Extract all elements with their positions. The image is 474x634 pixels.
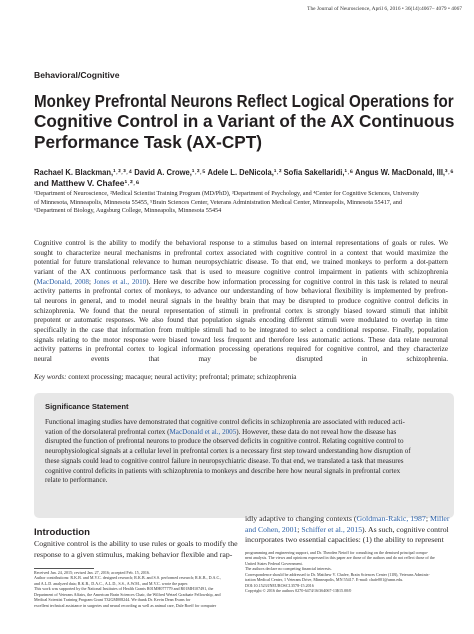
abstract-line: Cognitive control is the ability to modify the behavioral response to a stimulus based on internal representations of goals or rules. We — [34, 239, 448, 247]
authors-line: Rachael K. Blackman,¹˒²˒³˒⁴ David A. Crowe,¹˒²˒⁵ Adele L. DeNicola,¹˒² Sofia Sakellaridi,¹˒⁶ Angus W. MacDonald, III,³˒⁶ — [34, 167, 454, 177]
significance-text: ). However, these data do not reveal how the disease has — [236, 427, 397, 436]
footnote-divider — [34, 568, 94, 569]
title-line: Monkey Prefrontal Neurons Reflect Logical Operations for — [34, 91, 454, 111]
citation-link[interactable]: Miller — [429, 514, 450, 523]
abstract-line: specifically in the case that information from multiple stimuli had to be integrated to select a conditional response. Finally, population — [34, 325, 448, 334]
running-header: The Journal of Neuroscience, April 6, 2016 • 36(14):4067– 4079 • 4067 — [307, 6, 462, 12]
keywords-label: Key words: — [34, 373, 67, 381]
intro-line-with-citations — [245, 524, 449, 536]
footnote-line: nent analysis. The views and opinions expressed in this paper are those of the authors and do not reflect those of the — [245, 555, 435, 561]
introduction-right-column — [245, 514, 449, 546]
citation-link[interactable]: Jones et al., 2010 — [93, 277, 147, 286]
paper-title — [34, 91, 454, 152]
abstract-line: schizophrenia. We found that the neural representation of stimuli in prefrontal cortex is strongly biased toward stimuli that inhibit — [34, 306, 448, 315]
significance-line: disrupted the function of prefrontal neurons to produce the observed deficits in cognitive control. Relating cognitive control to — [45, 437, 404, 446]
author-list — [34, 167, 454, 189]
affiliation-line: of Minnesota, Minneapolis, Minnesota 55455, ⁵Brain Sciences Center, Veterans Administration Medical Center, Minneapolis, Minnesota 55417, and — [34, 198, 402, 206]
title-line: Performance Task (AX-CPT) — [34, 131, 262, 152]
citation-link[interactable]: and Cohen, 2001 — [245, 524, 298, 534]
paren-open: ( — [34, 277, 37, 286]
significance-text: vation of the dorsolateral prefrontal cortex ( — [45, 427, 170, 436]
intro-text: ). As such, cognitive control — [362, 524, 449, 534]
footnotes-left — [34, 570, 238, 608]
footnote-line: Department of Veterans Affairs, the American Brain Sciences Chair, the Wilfred Wetzel Graduate Fellowship, and — [34, 591, 221, 597]
abstract-line: variant of the AX continuous performance task that is used to measure cognitive control impairment in patients with schizophrenia — [34, 267, 448, 276]
abstract-line: sought to characterize neural mechanisms in prefrontal cortex associated with cognitive control in a context that would maximize the — [34, 248, 448, 257]
intro-line: response to a given stimulus, making behavior flexible and rap- — [34, 549, 233, 559]
citation-link[interactable]: Goldman-Rakic, 1987 — [356, 514, 426, 523]
footnote-line: The authors declare no competing financial interests. — [245, 566, 332, 572]
affiliations — [34, 190, 454, 216]
intro-line: Cognitive control is the ability to use rules or goals to modify the — [34, 539, 238, 548]
footnote-line: Correspondence should be addressed to Dr. Matthew V. Chafee, Brain Sciences Center (11B), Veterans Adminis- — [245, 571, 430, 577]
footnote-line: Copyright © 2016 the authors 0270-6474/16/364067-13$15.00/0 — [245, 588, 352, 594]
citation-separator: ; — [297, 524, 302, 534]
significance-line: relate to performance. — [45, 476, 108, 485]
introduction-left-column — [34, 539, 238, 560]
footnote-line: United States Federal Government. — [245, 560, 303, 566]
significance-line: Functional imaging studies have demonstrated that cognitive control deficits in schizophrenia are associated with reduced acti- — [45, 418, 405, 426]
citation-link[interactable]: MacDonald, 2008 — [36, 277, 89, 286]
citation-link[interactable]: Schiffer et al., 2015 — [301, 524, 363, 534]
affiliation-line: ⁶Department of Biology, Augsburg College, Minneapolis, Minnesota 55454 — [34, 207, 222, 215]
footnotes-right — [245, 550, 449, 594]
abstract-text: ). Here we describe how information processing for cognitive control in this task is related to neural — [146, 277, 448, 286]
section-label: Behavioral/Cognitive — [34, 70, 120, 80]
keywords-text: context processing; macaque; neural activity; prefrontal; primate; schizophrenia — [66, 373, 297, 381]
abstract-line: prepotent or automatic responses. We also found that population signals encoding different stimuli were modulated to overlap in time — [34, 316, 448, 325]
footnote-line: and A.L.D. analyzed data; R.K.B., D.A.C., A.L.D., S.S., A.W.M., and M.V.C. wrote the paper. — [34, 580, 189, 586]
title-line: Cognitive Control in a Variant of the AX Continuous — [34, 111, 455, 132]
abstract-line: activity patterns in prefrontal cortex of monkeys, to advance our understanding of how behavioral flexibility is implemented by prefron- — [34, 287, 448, 296]
intro-line: incorporates two essential capacities: (1) the ability to represent — [245, 535, 444, 544]
citation-separator: ; — [88, 277, 94, 286]
footnote-line: programming and engineering support, and Dr. Theoden Netoff for consulting on the demixed principal compo- — [245, 550, 429, 555]
abstract-line: tal neurons in general, and to model neural signals in the healthy brain that may be disrupted to produce cognitive control deficits in — [34, 296, 448, 305]
footnote-line: DOI:10.1523/JNEUROSCI.3578-15.2016 — [245, 582, 314, 588]
significance-line: neurophysiological signals at a cellular level in prefrontal cortex is a necessary first step toward understanding how disruption of — [45, 447, 411, 456]
intro-line-with-citations — [245, 514, 449, 525]
significance-statement — [45, 418, 445, 486]
footnote-line: tration Medical Center, 1 Veterans Drive, Minneapolis, MN 55417. E-mail: chafe001@umn.edu. — [245, 577, 404, 583]
footnote-line: Received Jan. 24, 2015; revised Jan. 27, 2016; accepted Feb. 15, 2016. — [34, 570, 150, 575]
significance-line: cognitive control deficits in patients with schizophrenia to monkeys and describe here how neural signals in prefrontal cortex — [45, 466, 401, 475]
significance-line-with-citation — [45, 428, 445, 438]
footnote-line: This work was supported by the National Institutes of Health Grants R01MH077779 and R01MH107491, the — [34, 586, 214, 592]
authors-line: and Matthew V. Chafee¹˒²˒⁶ — [34, 178, 140, 188]
abstract-line: potential for future translational relevance to human neuropsychiatric disease. To that end, we trained monkeys to perform a dot-pattern — [34, 258, 448, 267]
significance-line: these signals could lead to cognitive control failure in neuropsychiatric disease. To that end, we translated a task that measures — [45, 456, 404, 465]
citation-separator: ; — [425, 514, 430, 523]
keywords — [34, 373, 448, 383]
abstract-line: activity patterns in prefrontal cortex to logical information processing operations required for cognitive control, and they characterize — [34, 345, 448, 354]
abstract-line: signals relating to the motor response were biased toward less frequent and therefore less automatic actions. These data relate neuronal — [34, 335, 448, 344]
abstract-line-with-citations — [34, 278, 448, 288]
citation-link[interactable]: MacDonald et al., 2005 — [169, 427, 237, 436]
intro-text: idly adaptive to changing contexts ( — [245, 514, 357, 523]
footnote-line: excellent technical assistance in surgeries and neural recording as well as animal care, Dale Boeff for computer — [34, 602, 217, 608]
affiliation-line: ¹Department of Neuroscience, ²Medical Scientist Training Program (MD/PhD), ³Department of Psychology, and ⁴Center for Cognitive Sciences, University — [34, 190, 420, 197]
abstract — [34, 239, 448, 365]
abstract-line: neural events that may be disrupted in schizophrenia. — [34, 354, 448, 363]
significance-heading: Significance Statement — [45, 402, 129, 411]
footnote-line: Medical Scientist Training Program Grant T32GM008244. We thank Dr. Kevin Dean Evans for — [34, 597, 191, 603]
introduction-heading: Introduction — [34, 527, 90, 538]
footnote-line: Author contributions: R.K.B. and M.V.C. designed research; R.K.B. and S.S. performed research; R.K.B., D.A.C., — [34, 575, 222, 581]
